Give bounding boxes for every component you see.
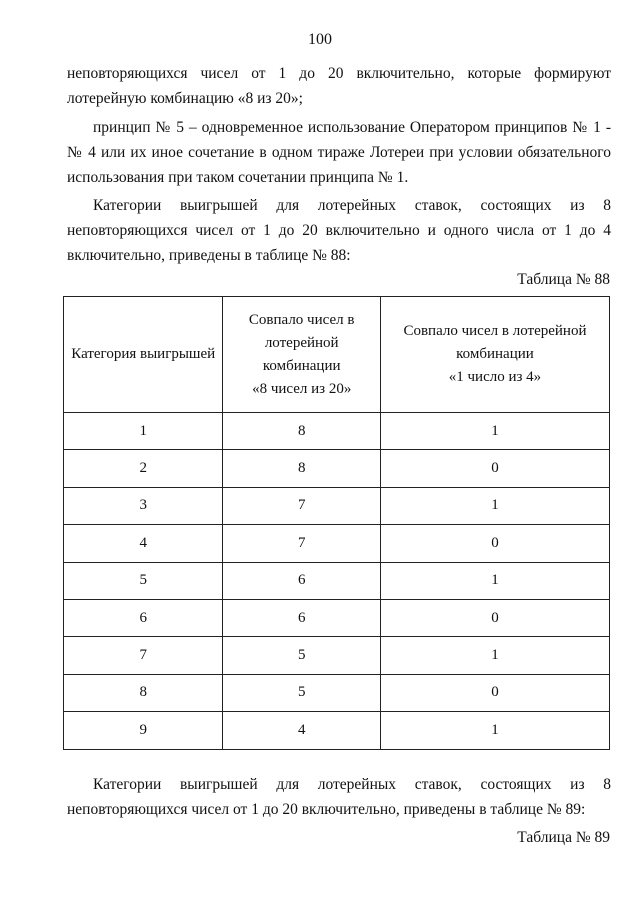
cell-matched-8-of-20: 5 bbox=[223, 637, 380, 674]
header-line: комбинации bbox=[262, 357, 341, 374]
cell-matched-8-of-20: 8 bbox=[223, 413, 380, 450]
cell-category: 9 bbox=[64, 712, 223, 749]
cell-matched-8-of-20: 5 bbox=[223, 674, 380, 711]
cell-matched-1-of-4: 1 bbox=[380, 712, 609, 749]
paragraph-principle-5: принцип № 5 – одновременное использование Оператором принципов № 1 - № 4 или их иное сочетание в одном тираже Лотереи при условии обязательного использования при таком сочетании принципа № 1. bbox=[67, 119, 611, 186]
table-88-caption: Таблица № 88 bbox=[517, 271, 610, 288]
table-row bbox=[64, 637, 610, 674]
table-row bbox=[64, 525, 610, 562]
cell-matched-1-of-4: 1 bbox=[380, 637, 609, 674]
cell-matched-8-of-20: 8 bbox=[223, 450, 380, 487]
table-row bbox=[64, 712, 610, 749]
cell-matched-8-of-20: 4 bbox=[223, 712, 380, 749]
table-row bbox=[64, 450, 610, 487]
prize-categories-table-88 bbox=[63, 296, 610, 750]
cell-matched-1-of-4: 0 bbox=[380, 599, 609, 636]
paragraph-continuation: неповторяющихся чисел от 1 до 20 включительно, которые формируют лотерейную комбинацию «8 из 20»; bbox=[67, 65, 611, 107]
cell-matched-1-of-4: 1 bbox=[380, 487, 609, 524]
cell-matched-1-of-4: 0 bbox=[380, 674, 609, 711]
cell-category: 5 bbox=[64, 562, 223, 599]
cell-category: 1 bbox=[64, 413, 223, 450]
header-line: комбинации bbox=[456, 346, 534, 362]
table-row bbox=[64, 487, 610, 524]
table-row bbox=[64, 599, 610, 636]
cell-matched-1-of-4: 0 bbox=[380, 450, 609, 487]
header-line: лотерейной bbox=[264, 334, 339, 351]
cell-matched-8-of-20: 7 bbox=[223, 525, 380, 562]
header-category-line: Категория выигрышей bbox=[71, 346, 216, 362]
header-line: «1 число из 4» bbox=[448, 369, 542, 385]
cell-matched-1-of-4: 0 bbox=[380, 525, 609, 562]
cell-category: 7 bbox=[64, 637, 223, 674]
table-row bbox=[64, 674, 610, 711]
table-row bbox=[64, 562, 610, 599]
table-header-row bbox=[64, 297, 610, 413]
paragraph-table-88-intro: Категории выигрышей для лотерейных ставок, состоящих из 8 неповторяющихся чисел от 1 до 20 включительно и одного числа от 1 до 4 включительно, приведены в таблице № 88: bbox=[67, 197, 611, 264]
cell-category: 3 bbox=[64, 487, 223, 524]
header-matched-8-of-20 bbox=[223, 297, 380, 413]
cell-matched-8-of-20: 6 bbox=[223, 599, 380, 636]
cell-matched-8-of-20: 6 bbox=[223, 562, 380, 599]
paragraph-table-89-intro: Категории выигрышей для лотерейных ставок, состоящих из 8 неповторяющихся чисел от 1 до 20 включительно, приведены в таблице № 89: bbox=[67, 776, 611, 818]
header-matched-1-of-4 bbox=[380, 297, 609, 413]
cell-matched-1-of-4: 1 bbox=[380, 413, 609, 450]
table-row bbox=[64, 413, 610, 450]
cell-matched-8-of-20: 7 bbox=[223, 487, 380, 524]
page-number: 100 bbox=[308, 31, 332, 48]
cell-category: 6 bbox=[64, 599, 223, 636]
header-line: Совпало чисел в лотерейной bbox=[403, 323, 587, 339]
header-category bbox=[64, 297, 223, 413]
cell-category: 2 bbox=[64, 450, 223, 487]
cell-category: 4 bbox=[64, 525, 223, 562]
cell-category: 8 bbox=[64, 674, 223, 711]
header-line: «8 чисел из 20» bbox=[252, 380, 352, 397]
cell-matched-1-of-4: 1 bbox=[380, 562, 609, 599]
table-89-caption: Таблица № 89 bbox=[517, 829, 610, 846]
header-line: Совпало чисел в bbox=[248, 311, 355, 328]
